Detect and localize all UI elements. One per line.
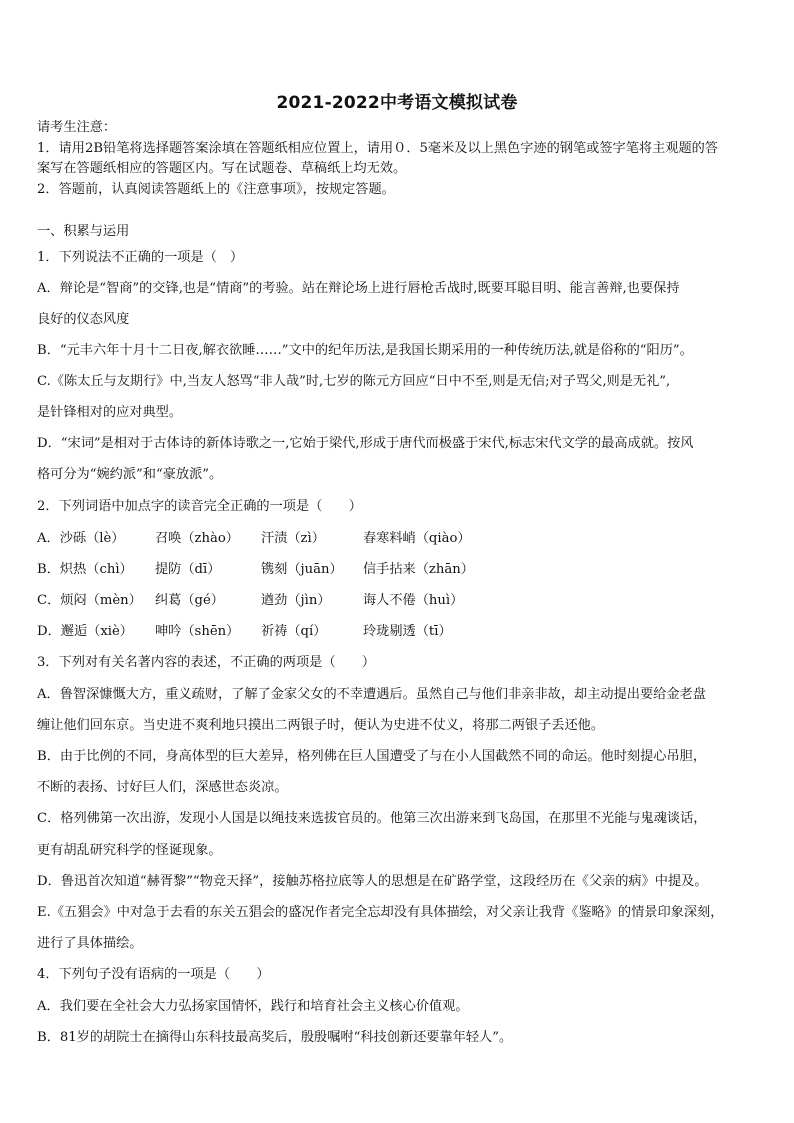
notice-item-2: 2．答题前，认真阅读答题纸上的《注意事项》，按规定答题。 xyxy=(37,182,395,197)
q2-c-word-2: 纠葛（gé） xyxy=(155,593,224,608)
q4-option-a: A．我们要在全社会大力弘扬家国情怀，践行和培育社会主义核心价值观。 xyxy=(37,999,469,1014)
q2-a-word-1: A．沙砾（lè） xyxy=(37,531,125,546)
q2-b-word-4: 信手拈来（zhān） xyxy=(363,562,474,577)
q3-option-e-line-2: 进行了具体描绘。 xyxy=(37,936,143,951)
q3-option-b-line-1: B．由于比例的不同，身高体型的巨大差异，格列佛在巨人国遭受了与在小人国截然不同的命运。他时刻提心吊胆， xyxy=(37,749,707,764)
q3-option-e-line-1: E.《五猖会》中对急于去看的东关五猖会的盛况作者完全忘却没有具体描绘，对父亲让我背《鉴略》的情景印象深刻， xyxy=(37,905,724,920)
q2-c-word-1: C．烦闷（mèn） xyxy=(37,593,142,608)
q4-option-b: B．81岁的胡院士在摘得山东科技最高奖后，殷殷嘱咐“科技创新还要靠年轻人”。 xyxy=(37,1030,513,1045)
q2-d-word-3: 祈祷（qí） xyxy=(261,624,327,639)
q1-option-d-line-1: D．“宋词”是相对于古体诗的新体诗歌之一,它始于梁代,形成于唐代而极盛于宋代,标志宋代文学的最高成就。按风 xyxy=(37,436,694,451)
q2-d-word-2: 呻吟（shēn） xyxy=(155,624,240,639)
q2-b-word-2: 提防（dī） xyxy=(155,562,221,577)
q2-c-word-3: 遒劲（jìn） xyxy=(261,593,331,608)
q2-b-word-1: B．炽热（chì） xyxy=(37,562,133,577)
q2-d-word-4: 玲珑剔透（tī） xyxy=(363,624,452,639)
q1-option-d-line-2: 格可分为“婉约派”和“豪放派”。 xyxy=(37,467,223,482)
exam-title: 2021-2022中考语文模拟试卷 xyxy=(276,93,518,113)
q1-stem: 1．下列说法不正确的一项是（ ） xyxy=(37,250,244,265)
q3-option-c-line-2: 更有胡乱研究科学的怪诞现象。 xyxy=(37,843,222,858)
q2-stem: 2．下列词语中加点字的读音完全正确的一项是（ ） xyxy=(37,499,362,514)
q3-option-c-line-1: C．格列佛第一次出游，发现小人国是以绳技来选拔官员的。他第三次出游来到飞岛国，在那里不光能与鬼魂谈话， xyxy=(37,811,707,826)
q2-a-word-2: 召唤（zhào） xyxy=(155,531,239,546)
q3-option-a-line-2: 缠让他们回东京。当史进不爽利地只摸出二两银子时，便认为史进不仗义，将那二两银子丢还他。 xyxy=(37,718,605,733)
q2-a-word-3: 汗渍（zì） xyxy=(261,531,325,546)
q2-a-word-4: 春寒料峭（qiào） xyxy=(363,531,471,546)
q2-d-word-1: D．邂逅（xiè） xyxy=(37,624,133,639)
notice-item-1-line-1: 1．请用2B铅笔将选择题答案涂填在答题纸相应位置上，请用０．5毫米及以上黑色字迹的钢笔或签字笔将主观题的答 xyxy=(37,141,719,156)
q3-option-a-line-1: A．鲁智深慷慨大方，重义疏财，了解了金家父女的不幸遭遇后。虽然自己与他们非亲非故，却主动提出要给金老盘 xyxy=(37,687,706,702)
notice-heading: 请考生注意： xyxy=(37,120,117,135)
q1-option-c-line-1: C.《陈太丘与友期行》中,当友人怒骂“非人哉”时,七岁的陈元方回应“日中不至,则是无信;对子骂父,则是无礼”, xyxy=(37,374,671,389)
notice-item-1-line-2: 案写在答题纸相应的答题区内。写在试题卷、草稿纸上均无效。 xyxy=(37,161,407,176)
q1-option-b: B．“元丰六年十月十二日夜,解衣欲睡……”文中的纪年历法,是我国长期采用的一种传统历法,就是俗称的“阳历”。 xyxy=(37,343,693,358)
q1-option-a-line-1: A．辩论是“智商”的交锋,也是“情商”的考验。站在辩论场上进行唇枪舌战时,既要耳聪目明、能言善辩,也要保持 xyxy=(37,281,680,296)
q3-option-b-line-2: 不断的表扬、讨好巨人们，深感世态炎凉。 xyxy=(37,780,288,795)
q3-stem: 3．下列对有关名著内容的表述，不正确的两项是（ ） xyxy=(37,655,376,670)
q1-option-a-line-2: 良好的仪态风度 xyxy=(37,312,130,327)
q3-option-d: D．鲁迅首次知道“赫胥黎”“物竞天择”，接触苏格拉底等人的思想是在矿路学堂，这段经历在《父亲的病》中提及。 xyxy=(37,874,708,889)
q1-option-c-line-2: 是针锋相对的应对典型。 xyxy=(37,405,183,420)
q2-b-word-3: 镌刻（juān） xyxy=(261,562,343,577)
q2-c-word-4: 诲人不倦（huì） xyxy=(363,593,464,608)
section-heading: 一、积累与运用 xyxy=(37,224,130,239)
q4-stem: 4．下列句子没有语病的一项是（ ） xyxy=(37,967,270,982)
